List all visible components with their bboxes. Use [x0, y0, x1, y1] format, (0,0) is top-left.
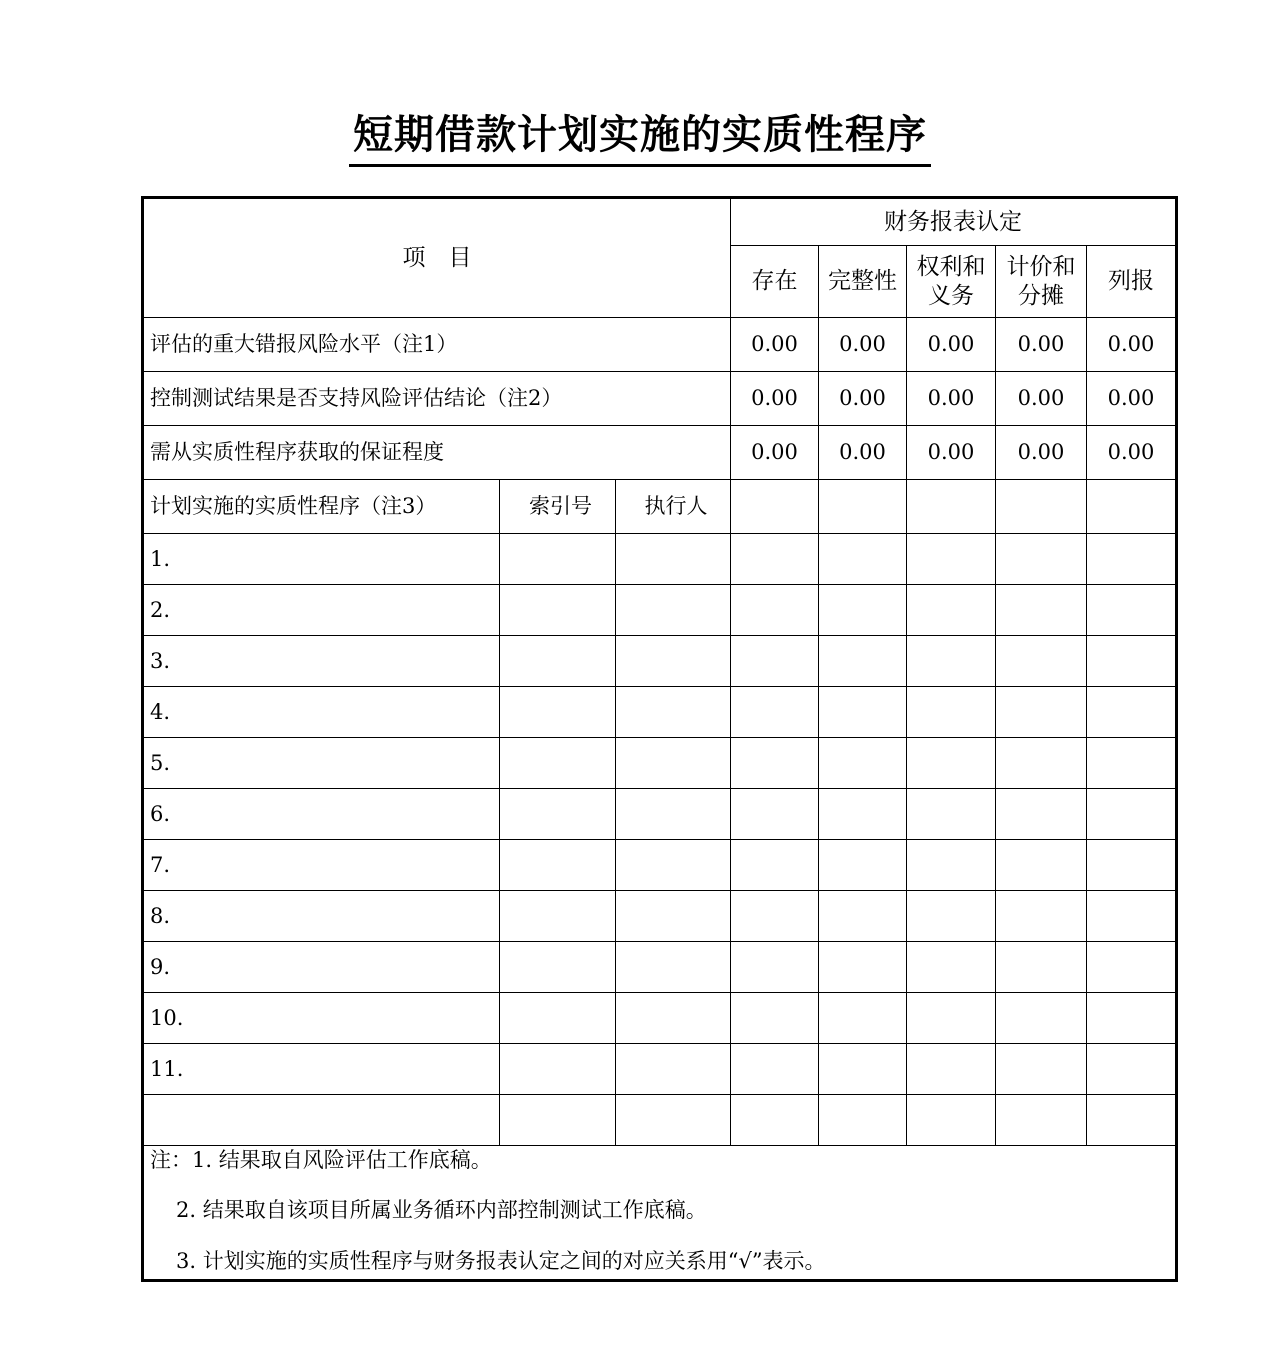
- procedure-row-index[interactable]: [500, 687, 616, 738]
- procedure-row-executor[interactable]: [616, 636, 731, 687]
- procedure-row-completeness[interactable]: [819, 738, 907, 789]
- column-header-valuation-allocation-line1: 计价和: [1006, 253, 1076, 280]
- procedure-row-rights[interactable]: [907, 1044, 996, 1095]
- cell-assessed-risk-completeness[interactable]: 0.00: [819, 318, 907, 372]
- procedure-row-completeness[interactable]: [819, 840, 907, 891]
- procedure-row-label[interactable]: 9.: [143, 942, 500, 993]
- procedure-row-index[interactable]: [500, 738, 616, 789]
- procedure-row-existence[interactable]: [731, 534, 819, 585]
- row-label-assessed-risk: 评估的重大错报风险水平（注1）: [143, 318, 731, 372]
- procedure-row-label[interactable]: 8.: [143, 891, 500, 942]
- cell-assessed-risk-presentation[interactable]: 0.00: [1087, 318, 1177, 372]
- procedure-row-presentation[interactable]: [1087, 891, 1177, 942]
- procedure-row-completeness[interactable]: [819, 1044, 907, 1095]
- procedure-row-completeness[interactable]: [819, 789, 907, 840]
- procedure-row-valuation[interactable]: [996, 789, 1087, 840]
- cell-procedure-header-valuation[interactable]: [996, 480, 1087, 534]
- procedure-row-executor[interactable]: [616, 585, 731, 636]
- column-header-existence: [731, 246, 819, 318]
- procedure-row-valuation[interactable]: [996, 1044, 1087, 1095]
- procedure-row-rights[interactable]: [907, 993, 996, 1044]
- table-header-row-1: [143, 198, 1177, 246]
- table-row: [143, 585, 1177, 636]
- table-row: [143, 534, 1177, 585]
- procedure-row-executor[interactable]: [616, 687, 731, 738]
- procedure-row-index[interactable]: [500, 1095, 616, 1146]
- procedure-row-valuation[interactable]: [996, 738, 1087, 789]
- procedure-row-existence[interactable]: [731, 636, 819, 687]
- procedure-row-completeness[interactable]: [819, 636, 907, 687]
- procedure-row-existence[interactable]: [731, 891, 819, 942]
- procedure-row-executor[interactable]: [616, 942, 731, 993]
- substantive-procedures-table: [141, 196, 1178, 1282]
- note-3: 3. 计划实施的实质性程序与财务报表认定之间的对应关系用“√”表示。: [176, 1248, 826, 1273]
- procedure-row-completeness[interactable]: [819, 687, 907, 738]
- cell-procedure-header-rights[interactable]: [907, 480, 996, 534]
- procedure-row-valuation[interactable]: [996, 585, 1087, 636]
- column-header-valuation-allocation-line2: 分摊: [1018, 282, 1065, 309]
- column-header-valuation-allocation: [996, 246, 1087, 318]
- procedure-row-presentation[interactable]: [1087, 840, 1177, 891]
- cell-control-test-valuation[interactable]: 0.00: [996, 372, 1087, 426]
- procedure-row-rights[interactable]: [907, 840, 996, 891]
- procedure-row-executor[interactable]: [616, 738, 731, 789]
- procedure-row-valuation[interactable]: [996, 687, 1087, 738]
- cell-procedure-header-presentation[interactable]: [1087, 480, 1177, 534]
- table-row: [143, 1095, 1177, 1146]
- page-title: 短期借款计划实施的实质性程序: [349, 108, 931, 167]
- worksheet-table-container: [141, 196, 1175, 1282]
- procedure-row-index[interactable]: [500, 993, 616, 1044]
- column-header-existence-line1: 存在: [751, 268, 798, 295]
- procedure-row-label[interactable]: 5.: [143, 738, 500, 789]
- procedure-row-presentation[interactable]: [1087, 636, 1177, 687]
- cell-assessed-risk-valuation[interactable]: 0.00: [996, 318, 1087, 372]
- notes-container: [143, 1146, 1177, 1281]
- note-2: 2. 结果取自该项目所属业务循环内部控制测试工作底稿。: [176, 1198, 707, 1223]
- procedure-row-index[interactable]: [500, 789, 616, 840]
- procedure-row-completeness[interactable]: [819, 993, 907, 1044]
- table-row: [143, 789, 1177, 840]
- column-header-rights-obligations: [907, 246, 996, 318]
- procedure-row-label[interactable]: 2.: [143, 585, 500, 636]
- column-header-presentation: [1087, 246, 1177, 318]
- column-header-executor: 执行人: [616, 480, 731, 534]
- procedure-row-existence[interactable]: [731, 1095, 819, 1146]
- column-header-completeness: [819, 246, 907, 318]
- procedure-row-rights[interactable]: [907, 942, 996, 993]
- table-row: [143, 1044, 1177, 1095]
- procedure-row-existence[interactable]: [731, 942, 819, 993]
- column-header-presentation-line1: 列报: [1108, 268, 1155, 295]
- procedure-row-presentation[interactable]: [1087, 738, 1177, 789]
- procedure-row-label[interactable]: 1.: [143, 534, 500, 585]
- table-row: [143, 993, 1177, 1044]
- cell-assurance-presentation[interactable]: 0.00: [1087, 426, 1177, 480]
- table-row: [143, 687, 1177, 738]
- cell-control-test-presentation[interactable]: 0.00: [1087, 372, 1177, 426]
- table-row: [143, 738, 1177, 789]
- procedure-row-index[interactable]: [500, 891, 616, 942]
- procedure-row-completeness[interactable]: [819, 585, 907, 636]
- column-header-item: 项 目: [143, 198, 731, 318]
- cell-assessed-risk-existence[interactable]: 0.00: [731, 318, 819, 372]
- procedure-row-rights[interactable]: [907, 891, 996, 942]
- cell-assurance-valuation[interactable]: 0.00: [996, 426, 1087, 480]
- table-row: [143, 891, 1177, 942]
- procedure-row-valuation[interactable]: [996, 942, 1087, 993]
- procedure-row-existence[interactable]: [731, 1044, 819, 1095]
- procedure-row-presentation[interactable]: [1087, 993, 1177, 1044]
- table-row-control-test: [143, 372, 1177, 426]
- column-header-rights-obligations-line2: 义务: [928, 282, 975, 309]
- procedure-row-completeness[interactable]: [819, 1095, 907, 1146]
- procedure-row-presentation[interactable]: [1087, 942, 1177, 993]
- procedure-row-index[interactable]: [500, 1044, 616, 1095]
- procedure-row-existence[interactable]: [731, 585, 819, 636]
- column-header-rights-obligations-line1: 权利和: [916, 253, 986, 280]
- procedure-row-rights[interactable]: [907, 534, 996, 585]
- cell-control-test-existence[interactable]: 0.00: [731, 372, 819, 426]
- procedure-row-rights[interactable]: [907, 585, 996, 636]
- procedure-row-valuation[interactable]: [996, 1095, 1087, 1146]
- cell-assessed-risk-rights[interactable]: 0.00: [907, 318, 996, 372]
- procedure-row-executor[interactable]: [616, 534, 731, 585]
- procedure-row-label[interactable]: 3.: [143, 636, 500, 687]
- row-label-planned-procedures: 计划实施的实质性程序（注3）: [143, 480, 500, 534]
- table-row: [143, 636, 1177, 687]
- procedure-row-rights[interactable]: [907, 1095, 996, 1146]
- procedure-row-index[interactable]: [500, 840, 616, 891]
- table-row-assurance-level: [143, 426, 1177, 480]
- table-row: [143, 942, 1177, 993]
- procedure-row-rights[interactable]: [907, 789, 996, 840]
- procedure-row-executor[interactable]: [616, 993, 731, 1044]
- procedure-row-existence[interactable]: [731, 738, 819, 789]
- procedure-row-executor[interactable]: [616, 840, 731, 891]
- procedure-row-label[interactable]: 11.: [143, 1044, 500, 1095]
- procedure-row-index[interactable]: [500, 636, 616, 687]
- procedure-row-index[interactable]: [500, 534, 616, 585]
- procedure-row-executor[interactable]: [616, 1095, 731, 1146]
- cell-assurance-completeness[interactable]: 0.00: [819, 426, 907, 480]
- procedure-row-existence[interactable]: [731, 840, 819, 891]
- cell-procedure-header-existence[interactable]: [731, 480, 819, 534]
- procedure-row-presentation[interactable]: [1087, 687, 1177, 738]
- procedure-row-presentation[interactable]: [1087, 585, 1177, 636]
- procedure-row-executor[interactable]: [616, 1044, 731, 1095]
- procedure-row-rights[interactable]: [907, 636, 996, 687]
- procedure-row-existence[interactable]: [731, 789, 819, 840]
- cell-assurance-rights[interactable]: 0.00: [907, 426, 996, 480]
- procedure-row-rights[interactable]: [907, 738, 996, 789]
- procedure-row-valuation[interactable]: [996, 840, 1087, 891]
- procedure-row-presentation[interactable]: [1087, 1044, 1177, 1095]
- procedure-row-executor[interactable]: [616, 891, 731, 942]
- procedure-row-presentation[interactable]: [1087, 534, 1177, 585]
- procedure-row-label[interactable]: 6.: [143, 789, 500, 840]
- procedure-row-label[interactable]: 7.: [143, 840, 500, 891]
- column-header-index-number: 索引号: [500, 480, 616, 534]
- table-row-procedure-header: [143, 480, 1177, 534]
- column-header-completeness-line1: 完整性: [828, 268, 898, 295]
- procedure-row-valuation[interactable]: [996, 534, 1087, 585]
- note-1: 注：1. 结果取自风险评估工作底稿。: [150, 1148, 492, 1172]
- procedure-row-rights[interactable]: [907, 687, 996, 738]
- procedure-row-presentation[interactable]: [1087, 1095, 1177, 1146]
- procedure-row-label[interactable]: 10.: [143, 993, 500, 1044]
- procedure-row-label[interactable]: 4.: [143, 687, 500, 738]
- procedure-row-valuation[interactable]: [996, 993, 1087, 1044]
- procedure-row-completeness[interactable]: [819, 534, 907, 585]
- procedure-row-completeness[interactable]: [819, 891, 907, 942]
- procedure-row-index[interactable]: [500, 942, 616, 993]
- cell-procedure-header-completeness[interactable]: [819, 480, 907, 534]
- table-row-notes: [143, 1146, 1177, 1281]
- row-label-assurance-level: 需从实质性程序获取的保证程度: [143, 426, 731, 480]
- cell-control-test-completeness[interactable]: 0.00: [819, 372, 907, 426]
- procedure-row-index[interactable]: [500, 585, 616, 636]
- table-row: [143, 840, 1177, 891]
- procedure-row-completeness[interactable]: [819, 942, 907, 993]
- procedure-row-label[interactable]: [143, 1095, 500, 1146]
- title-container: [0, 108, 1280, 167]
- cell-control-test-rights[interactable]: 0.00: [907, 372, 996, 426]
- table-row-assessed-risk: [143, 318, 1177, 372]
- procedure-row-executor[interactable]: [616, 789, 731, 840]
- procedure-row-valuation[interactable]: [996, 636, 1087, 687]
- procedure-row-existence[interactable]: [731, 993, 819, 1044]
- row-label-control-test: 控制测试结果是否支持风险评估结论（注2）: [143, 372, 731, 426]
- cell-assurance-existence[interactable]: 0.00: [731, 426, 819, 480]
- column-header-assertions-group: 财务报表认定: [731, 198, 1177, 246]
- procedure-row-presentation[interactable]: [1087, 789, 1177, 840]
- procedure-row-valuation[interactable]: [996, 891, 1087, 942]
- procedure-row-existence[interactable]: [731, 687, 819, 738]
